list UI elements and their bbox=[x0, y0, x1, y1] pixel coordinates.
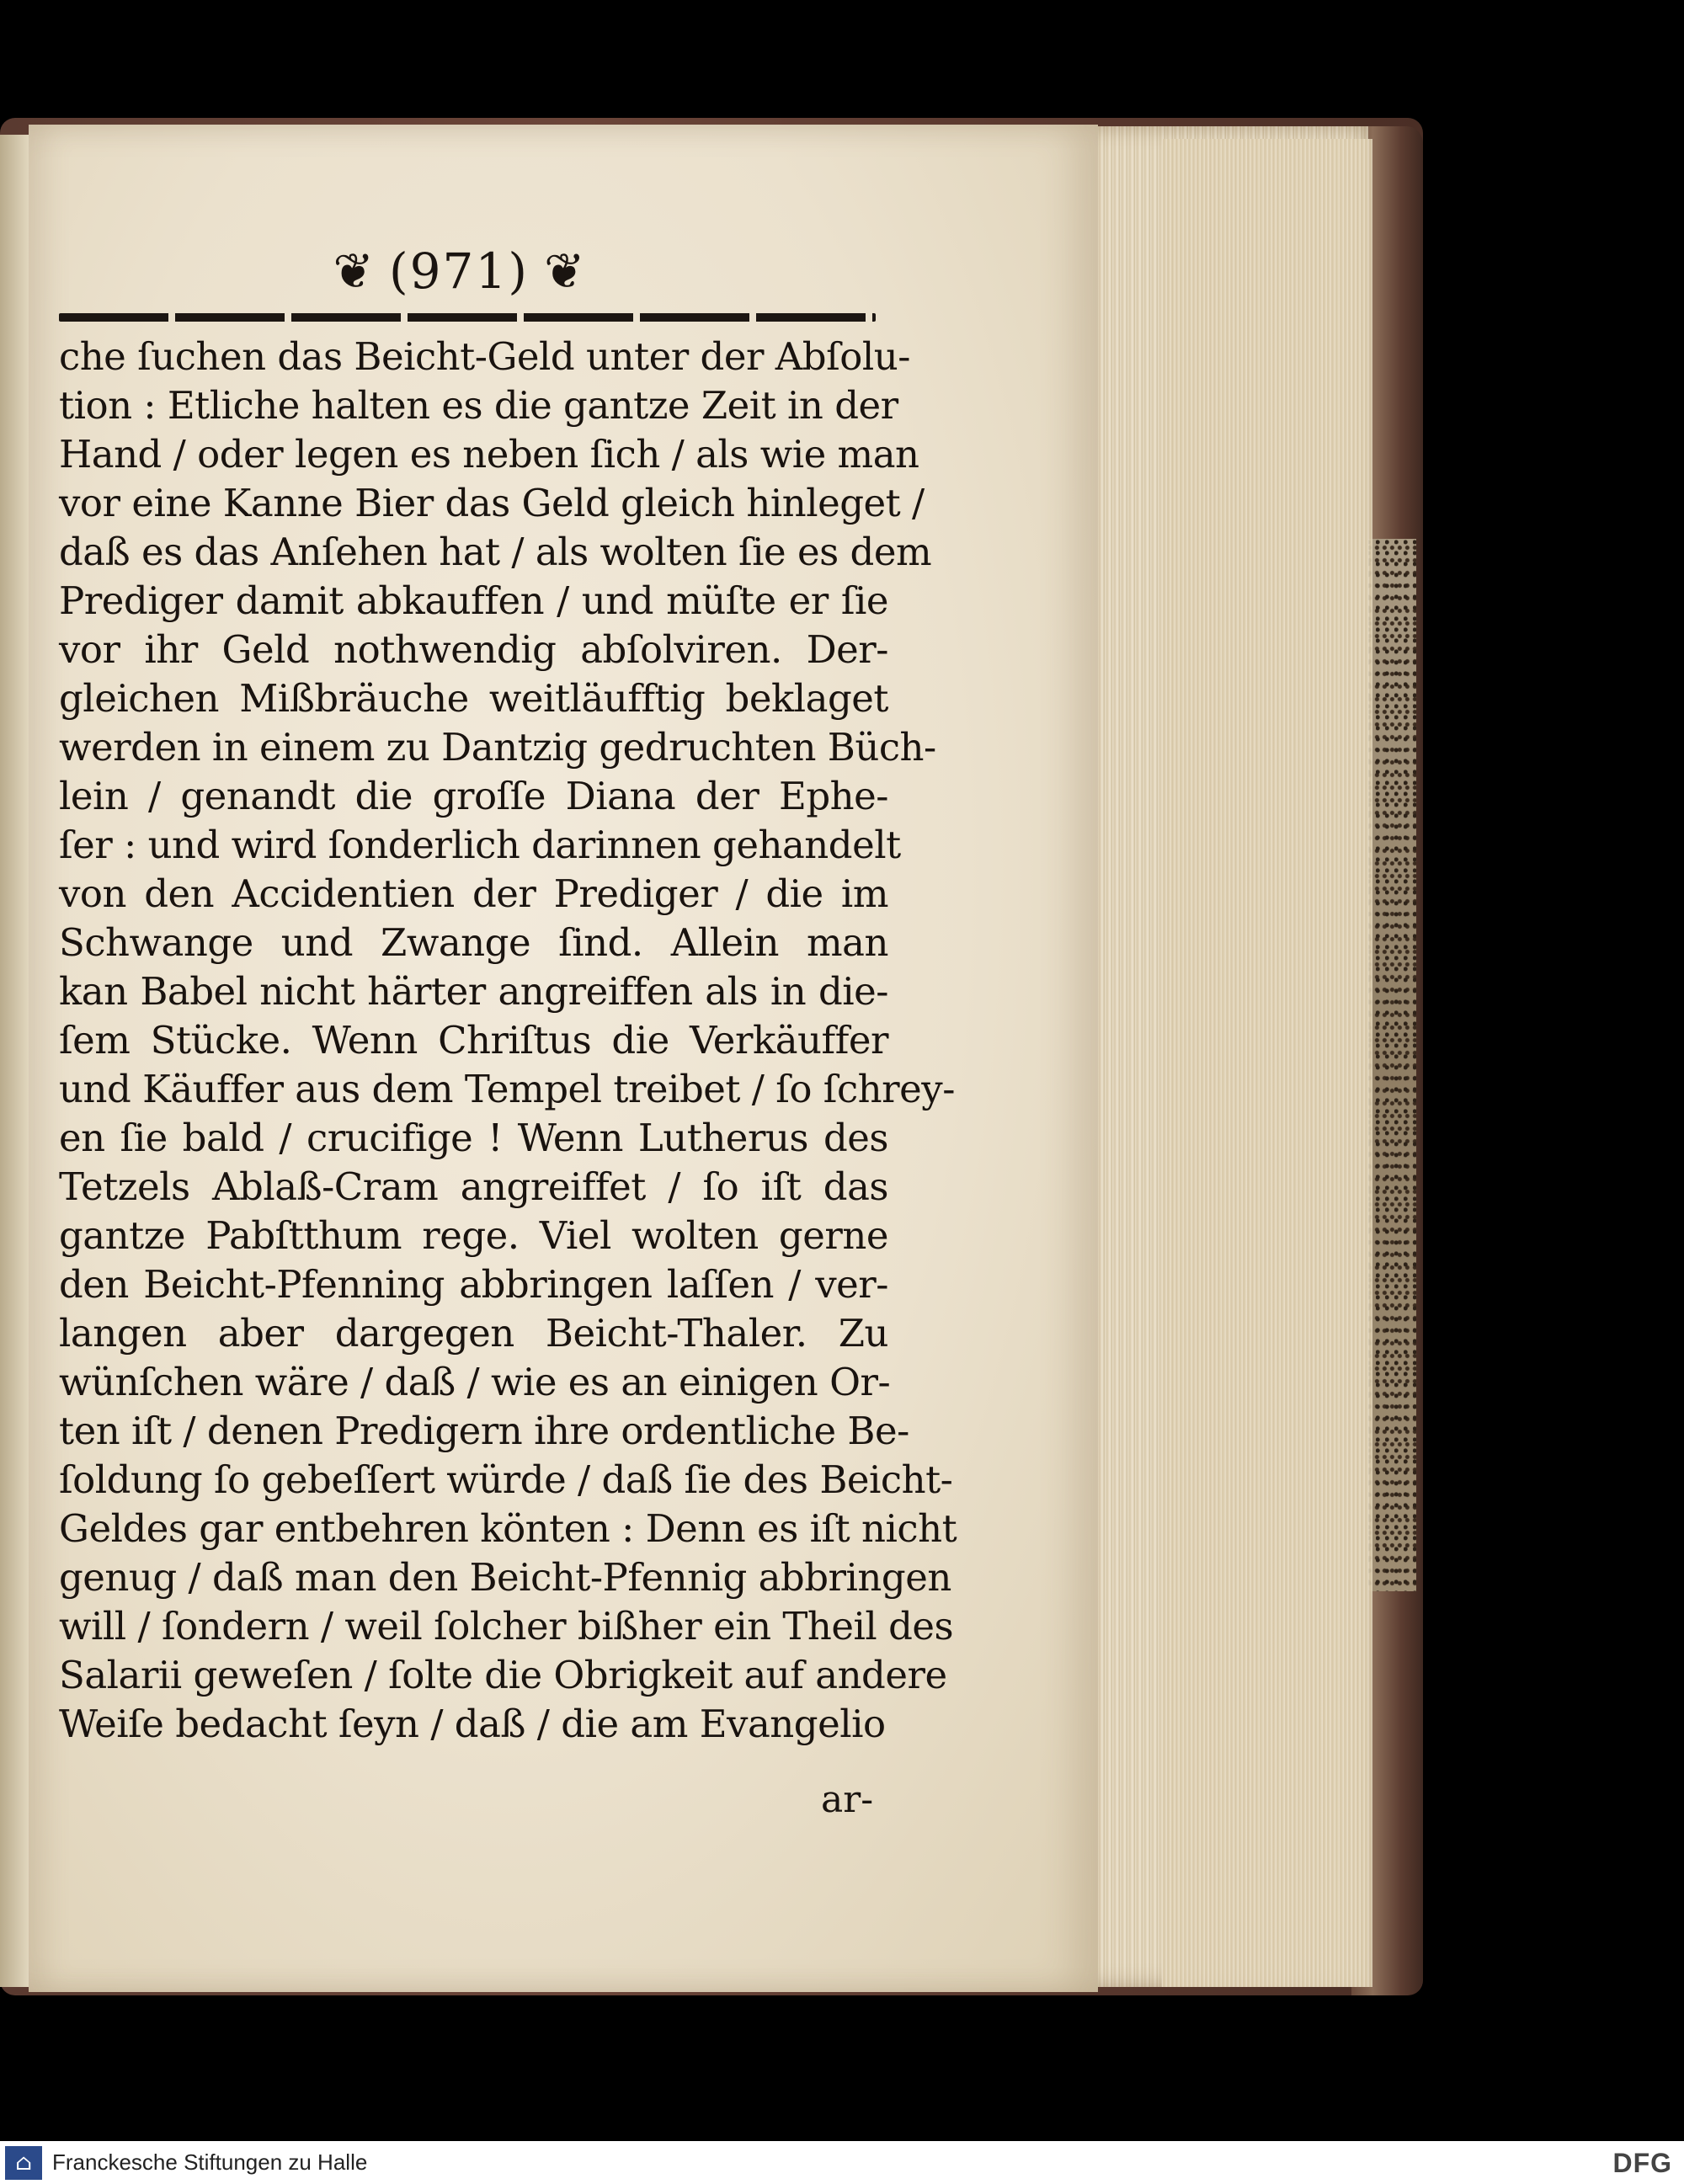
previous-page-edge bbox=[0, 135, 32, 1987]
page-number: (971) bbox=[389, 242, 529, 300]
catchword: ar- bbox=[821, 1778, 874, 1821]
text-line: und Käuffer aus dem Tempel treibet / ſo ſchrey- bbox=[59, 1067, 955, 1111]
text-line: langen aber dargegen Beicht-Thaler. Zu bbox=[59, 1311, 888, 1356]
header-rule bbox=[59, 313, 876, 322]
text-line: werden in einem zu Dantzig gedruchten Büch- bbox=[59, 725, 936, 770]
text-line: Schwange und Zwange ſind. Allein man bbox=[59, 920, 888, 965]
text-line: Salarii geweſen / ſolte die Obrigkeit auf andere bbox=[59, 1653, 947, 1697]
text-line: Weiſe bedacht ſeyn / daß / die am Evangelio bbox=[59, 1702, 886, 1746]
institution-name[interactable]: Franckesche Stiftungen zu Halle bbox=[52, 2149, 368, 2175]
text-line: ſoldung ſo gebeſſert würde / daß ſie des Beicht- bbox=[59, 1457, 953, 1502]
text-line: Tetzels Ablaß-Cram angreiffet / ſo iſt das bbox=[59, 1164, 888, 1209]
text-line: wünſchen wäre / daß / wie es an einigen Or- bbox=[59, 1360, 891, 1404]
text-line: gleichen Mißbräuche weitläufftig beklaget bbox=[59, 676, 888, 721]
ornament-left-icon: ❦ bbox=[333, 242, 375, 300]
text-line: ſem Stücke. Wenn Chriſtus die Verkäuffer bbox=[59, 1018, 888, 1063]
text-line: lein / genandt die groſſe Diana der Ephe- bbox=[59, 774, 888, 818]
institution-logo-icon[interactable]: ⌂ bbox=[5, 2146, 42, 2180]
body-text bbox=[59, 333, 957, 1749]
text-line: gantze Pabſtthum rege. Viel wolten gerne bbox=[59, 1213, 888, 1258]
ornament-right-icon: ❦ bbox=[543, 242, 585, 300]
text-line: Prediger damit abkauffen / und müſte er ſie bbox=[59, 578, 888, 623]
text-line: den Beicht-Pfenning abbringen laſſen / ver- bbox=[59, 1262, 888, 1307]
text-line: tion : Etliche halten es die gantze Zeit in der bbox=[59, 383, 898, 428]
text-line: ſer : und wird ſonderlich darinnen gehandelt bbox=[59, 823, 901, 867]
text-line: kan Babel nicht härter angreiffen als in die- bbox=[59, 969, 888, 1014]
dfg-logo[interactable]: DFG bbox=[1612, 2148, 1672, 2178]
text-line: von den Accidentien der Prediger / die im bbox=[59, 871, 888, 916]
text-line: vor eine Kanne Bier das Geld gleich hinleget / bbox=[59, 481, 925, 525]
text-line: che ſuchen das Beicht-Geld unter der Abſolu- bbox=[59, 334, 910, 379]
text-line: daß es das Anſehen hat / als wolten ſie es dem bbox=[59, 530, 932, 574]
text-line: Geldes gar entbehren könten : Denn es iſt nicht bbox=[59, 1506, 957, 1551]
text-line: en ſie bald / crucifige ! Wenn Lutherus des bbox=[59, 1116, 888, 1160]
page-fore-edges-inner bbox=[1162, 139, 1372, 1987]
text-line: Hand / oder legen es neben ſich / als wie man bbox=[59, 432, 919, 477]
text-line: vor ihr Geld nothwendig abſolviren. Der- bbox=[59, 627, 888, 672]
text-line: genug / daß man den Beicht-Pfennig abbringen bbox=[59, 1555, 951, 1600]
text-line: will / ſondern / weil ſolcher bißher ein Theil des bbox=[59, 1604, 954, 1649]
footer-bar bbox=[0, 2141, 1684, 2184]
running-header bbox=[278, 237, 640, 305]
text-line: ten iſt / denen Predigern ihre ordentliche Be- bbox=[59, 1409, 909, 1453]
